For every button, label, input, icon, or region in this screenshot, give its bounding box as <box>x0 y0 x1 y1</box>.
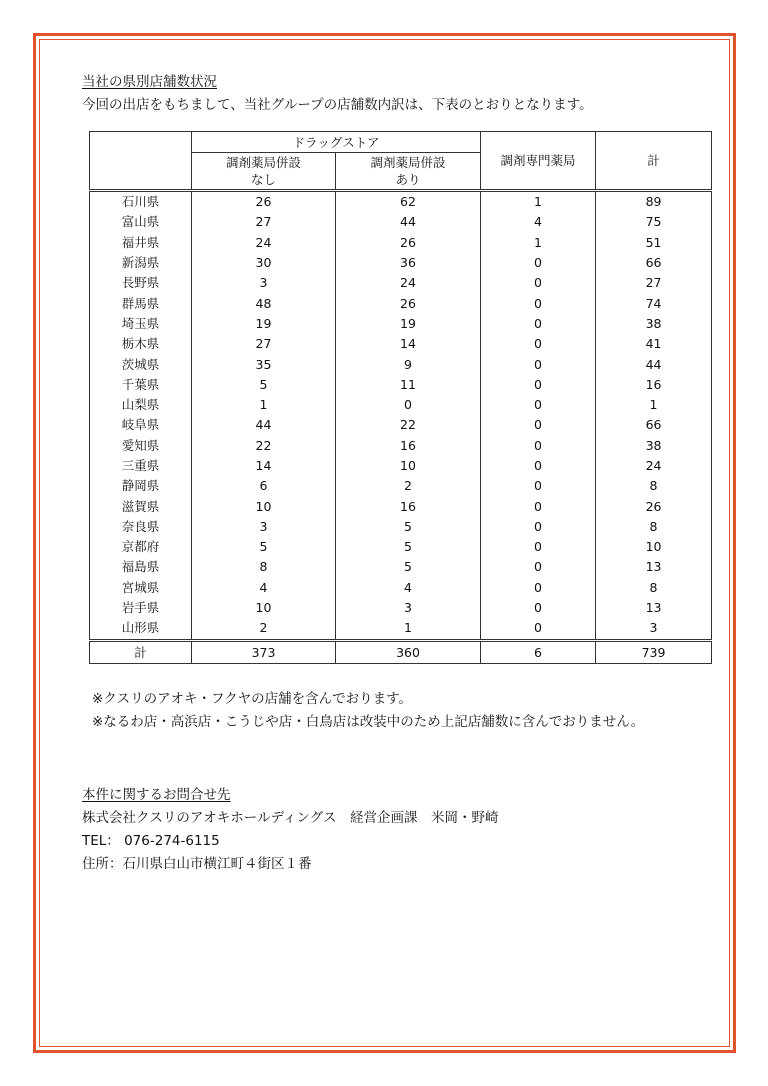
dispensing-cell: 0 <box>481 476 596 496</box>
note-line: ※なるわ店・高浜店・こうじや店・白鳥店は改装中のため上記店舗数に含んでおりません。 <box>92 714 645 730</box>
pharmacy-with-cell: 16 <box>336 496 481 516</box>
dispensing-cell: 0 <box>481 334 596 354</box>
prefecture-cell: 滋賀県 <box>90 496 192 516</box>
prefecture-cell: 群馬県 <box>90 293 192 313</box>
pharmacy-none-cell: 5 <box>192 375 336 395</box>
pharmacy-none-cell: 22 <box>192 436 336 456</box>
table-row <box>90 273 712 293</box>
row-total-cell: 10 <box>596 537 712 557</box>
row-total-cell: 74 <box>596 293 712 313</box>
row-total-cell: 16 <box>596 375 712 395</box>
dispensing-cell: 0 <box>481 436 596 456</box>
pharmacy-none-cell: 27 <box>192 212 336 232</box>
table-row <box>90 557 712 577</box>
pharmacy-none-cell: 24 <box>192 233 336 253</box>
pharmacy-with-cell: 5 <box>336 557 481 577</box>
prefecture-cell: 長野県 <box>90 273 192 293</box>
table-row <box>90 578 712 598</box>
table-row <box>90 375 712 395</box>
table-row <box>90 212 712 232</box>
prefecture-cell: 新潟県 <box>90 253 192 273</box>
pharmacy-with-cell: 14 <box>336 334 481 354</box>
prefecture-cell: 福井県 <box>90 233 192 253</box>
row-total-cell: 66 <box>596 415 712 435</box>
table-row <box>90 395 712 415</box>
dispensing-cell: 0 <box>481 517 596 537</box>
table-row <box>90 436 712 456</box>
pharmacy-none-header-line2: なし <box>250 172 276 187</box>
pharmacy-with-cell: 36 <box>336 253 481 273</box>
row-total-cell: 13 <box>596 598 712 618</box>
prefecture-cell: 山梨県 <box>90 395 192 415</box>
pharmacy-none-header-line1: 調剤薬局併設 <box>225 155 301 170</box>
prefecture-cell: 京都府 <box>90 537 192 557</box>
pharmacy-none-cell: 2 <box>192 618 336 640</box>
dispensing-cell: 4 <box>481 212 596 232</box>
prefecture-cell: 岩手県 <box>90 598 192 618</box>
contact-company: 株式会社クスリのアオキホールディングス 経営企画課 米岡・野崎 <box>82 810 499 826</box>
table-row <box>90 476 712 496</box>
row-total-cell: 3 <box>596 618 712 640</box>
contact-title: 本件に関するお問合せ先 <box>82 787 231 803</box>
dispensing-cell: 0 <box>481 395 596 415</box>
row-total-cell: 41 <box>596 334 712 354</box>
pharmacy-none-cell: 5 <box>192 537 336 557</box>
dispensing-cell: 0 <box>481 354 596 374</box>
table-row <box>90 537 712 557</box>
row-total-cell: 75 <box>596 212 712 232</box>
pharmacy-none-cell: 6 <box>192 476 336 496</box>
table-row <box>90 334 712 354</box>
pharmacy-with-cell: 9 <box>336 354 481 374</box>
pharmacy-none-cell: 4 <box>192 578 336 598</box>
prefecture-cell: 宮城県 <box>90 578 192 598</box>
pharmacy-none-cell: 10 <box>192 496 336 516</box>
pharmacy-with-cell: 2 <box>336 476 481 496</box>
prefecture-cell: 三重県 <box>90 456 192 476</box>
contact-address: 住所：石川県白山市横江町４街区１番 <box>82 856 312 872</box>
contact-block <box>82 784 498 876</box>
total-header: 計 <box>596 132 712 191</box>
pharmacy-with-cell: 3 <box>336 598 481 618</box>
pharmacy-none-cell: 10 <box>192 598 336 618</box>
table-row <box>90 191 712 213</box>
dispensing-cell: 0 <box>481 415 596 435</box>
dispensing-cell: 0 <box>481 253 596 273</box>
dispensing-cell: 0 <box>481 456 596 476</box>
row-total-cell: 26 <box>596 496 712 516</box>
dispensing-cell: 0 <box>481 537 596 557</box>
pharmacy-with-header <box>336 153 481 191</box>
dispensing-cell: 0 <box>481 557 596 577</box>
row-total-cell: 51 <box>596 233 712 253</box>
total-all: 739 <box>596 640 712 663</box>
pharmacy-none-cell: 35 <box>192 354 336 374</box>
pharmacy-with-cell: 16 <box>336 436 481 456</box>
pharmacy-none-cell: 44 <box>192 415 336 435</box>
intro-text: 今回の出店をもちまして、当社グループの店舗数内訳は、下表のとおりとなります。 <box>82 97 593 113</box>
dispensing-cell: 1 <box>481 233 596 253</box>
prefecture-cell: 静岡県 <box>90 476 192 496</box>
pharmacy-with-cell: 26 <box>336 233 481 253</box>
dispensing-cell: 1 <box>481 191 596 213</box>
pharmacy-none-cell: 30 <box>192 253 336 273</box>
total-pharmacy-with: 360 <box>336 640 481 663</box>
row-total-cell: 8 <box>596 578 712 598</box>
table-row <box>90 415 712 435</box>
contact-tel: TEL： 076-274-6115 <box>82 833 220 849</box>
row-total-cell: 1 <box>596 395 712 415</box>
prefecture-cell: 栃木県 <box>90 334 192 354</box>
row-total-cell: 89 <box>596 191 712 213</box>
total-dispensing: 6 <box>481 640 596 663</box>
pharmacy-none-cell: 48 <box>192 293 336 313</box>
pharmacy-with-cell: 0 <box>336 395 481 415</box>
table-row <box>90 253 712 273</box>
dispensing-pharmacy-header: 調剤専門薬局 <box>481 132 596 191</box>
row-total-cell: 27 <box>596 273 712 293</box>
store-count-table <box>89 131 712 664</box>
section-heading: 当社の県別店舗数状況 <box>82 74 217 90</box>
pharmacy-none-cell: 8 <box>192 557 336 577</box>
pharmacy-with-cell: 5 <box>336 537 481 557</box>
pharmacy-with-header-line1: 調剤薬局併設 <box>370 155 446 170</box>
dispensing-cell: 0 <box>481 598 596 618</box>
prefecture-cell: 富山県 <box>90 212 192 232</box>
pharmacy-with-cell: 19 <box>336 314 481 334</box>
row-total-cell: 13 <box>596 557 712 577</box>
prefecture-cell: 千葉県 <box>90 375 192 395</box>
table-row <box>90 314 712 334</box>
pharmacy-none-header <box>192 153 336 191</box>
prefecture-cell: 埼玉県 <box>90 314 192 334</box>
row-total-cell: 38 <box>596 314 712 334</box>
dispensing-cell: 0 <box>481 496 596 516</box>
row-total-cell: 66 <box>596 253 712 273</box>
total-label: 計 <box>90 640 192 663</box>
table-body <box>90 191 712 641</box>
dispensing-cell: 0 <box>481 618 596 640</box>
pharmacy-none-cell: 27 <box>192 334 336 354</box>
pharmacy-with-cell: 5 <box>336 517 481 537</box>
total-row <box>90 640 712 663</box>
dispensing-cell: 0 <box>481 314 596 334</box>
prefecture-header <box>90 132 192 191</box>
prefecture-cell: 愛知県 <box>90 436 192 456</box>
pharmacy-with-cell: 24 <box>336 273 481 293</box>
table-row <box>90 496 712 516</box>
pharmacy-none-cell: 14 <box>192 456 336 476</box>
pharmacy-with-cell: 44 <box>336 212 481 232</box>
pharmacy-with-cell: 62 <box>336 191 481 213</box>
table-row <box>90 456 712 476</box>
pharmacy-with-cell: 10 <box>336 456 481 476</box>
pharmacy-none-cell: 26 <box>192 191 336 213</box>
dispensing-cell: 0 <box>481 273 596 293</box>
table-row <box>90 598 712 618</box>
pharmacy-with-cell: 26 <box>336 293 481 313</box>
prefecture-cell: 石川県 <box>90 191 192 213</box>
note-line: ※クスリのアオキ・フクヤの店舗を含んでおります。 <box>92 691 413 707</box>
pharmacy-with-cell: 22 <box>336 415 481 435</box>
prefecture-cell: 山形県 <box>90 618 192 640</box>
row-total-cell: 38 <box>596 436 712 456</box>
row-total-cell: 24 <box>596 456 712 476</box>
prefecture-cell: 岐阜県 <box>90 415 192 435</box>
total-pharmacy-none: 373 <box>192 640 336 663</box>
table-row <box>90 233 712 253</box>
pharmacy-with-header-line2: あり <box>395 172 421 187</box>
table-row <box>90 354 712 374</box>
pharmacy-none-cell: 3 <box>192 517 336 537</box>
prefecture-cell: 奈良県 <box>90 517 192 537</box>
pharmacy-with-cell: 11 <box>336 375 481 395</box>
dispensing-cell: 0 <box>481 578 596 598</box>
row-total-cell: 8 <box>596 476 712 496</box>
table-row <box>90 618 712 640</box>
row-total-cell: 8 <box>596 517 712 537</box>
pharmacy-with-cell: 4 <box>336 578 481 598</box>
pharmacy-none-cell: 19 <box>192 314 336 334</box>
prefecture-cell: 茨城県 <box>90 354 192 374</box>
table-row <box>90 517 712 537</box>
pharmacy-with-cell: 1 <box>336 618 481 640</box>
pharmacy-none-cell: 1 <box>192 395 336 415</box>
notes <box>92 688 644 734</box>
pharmacy-none-cell: 3 <box>192 273 336 293</box>
prefecture-cell: 福島県 <box>90 557 192 577</box>
row-total-cell: 44 <box>596 354 712 374</box>
dispensing-cell: 0 <box>481 375 596 395</box>
drugstore-group-header: ドラッグストア <box>192 132 481 153</box>
table-row <box>90 293 712 313</box>
dispensing-cell: 0 <box>481 293 596 313</box>
